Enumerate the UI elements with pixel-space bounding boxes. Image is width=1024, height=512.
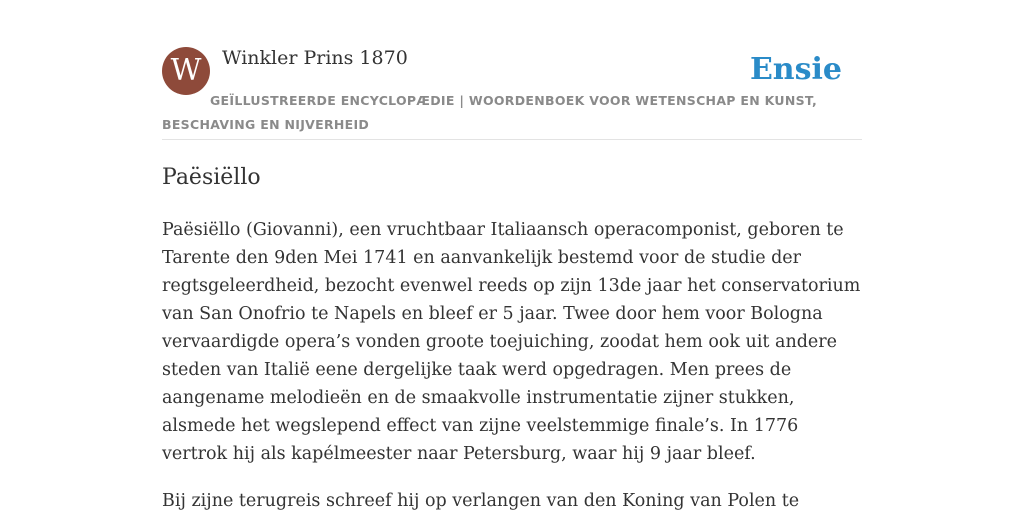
article-paragraph-2: Bij zijne terugreis schreef hij op verlangen van den Koning van Polen te bbox=[162, 491, 800, 511]
header-divider bbox=[162, 139, 862, 140]
source-subtitle: GEÏLLUSTREERDE ENCYCLOPÆDIE | WOORDENBOEK VOOR WETENSCHAP EN KUNST, BESCHAVING EN NIJVERHEID bbox=[162, 93, 818, 132]
article-title: Paësiëllo bbox=[162, 165, 261, 190]
source-avatar[interactable]: W bbox=[162, 47, 210, 95]
article-body bbox=[162, 216, 862, 512]
ensie-logo[interactable]: Ensie bbox=[749, 52, 842, 87]
source-title-link[interactable]: Winkler Prins 1870 bbox=[222, 47, 408, 69]
article-paragraph-1: Paësiëllo (Giovanni), een vruchtbaar Italiaansch operacomponist, geboren te Tarente den 9den Mei 1741 en aanvankelijk bestemd voor de studie der regtsgeleerdheid, bezocht evenwel reeds op zijn 13de jaar het conservatorium van San Onofrio te Napels en bleef er 5 jaar. Twee door hem voor Bologna vervaardigde opera’s vonden groote toejuiching, zoodat hem ook uit andere steden van Italië eene dergelijke taak werd opgedragen. Men prees de aangename melodieën en de smaakvolle instrumentatie zijner stukken, alsmede het wegslepend effect van zijne veelstemmige finale’s. In 1776 vertrok hij als kapélmeester naar Petersburg, waar hij 9 jaar bleef. bbox=[162, 220, 861, 464]
